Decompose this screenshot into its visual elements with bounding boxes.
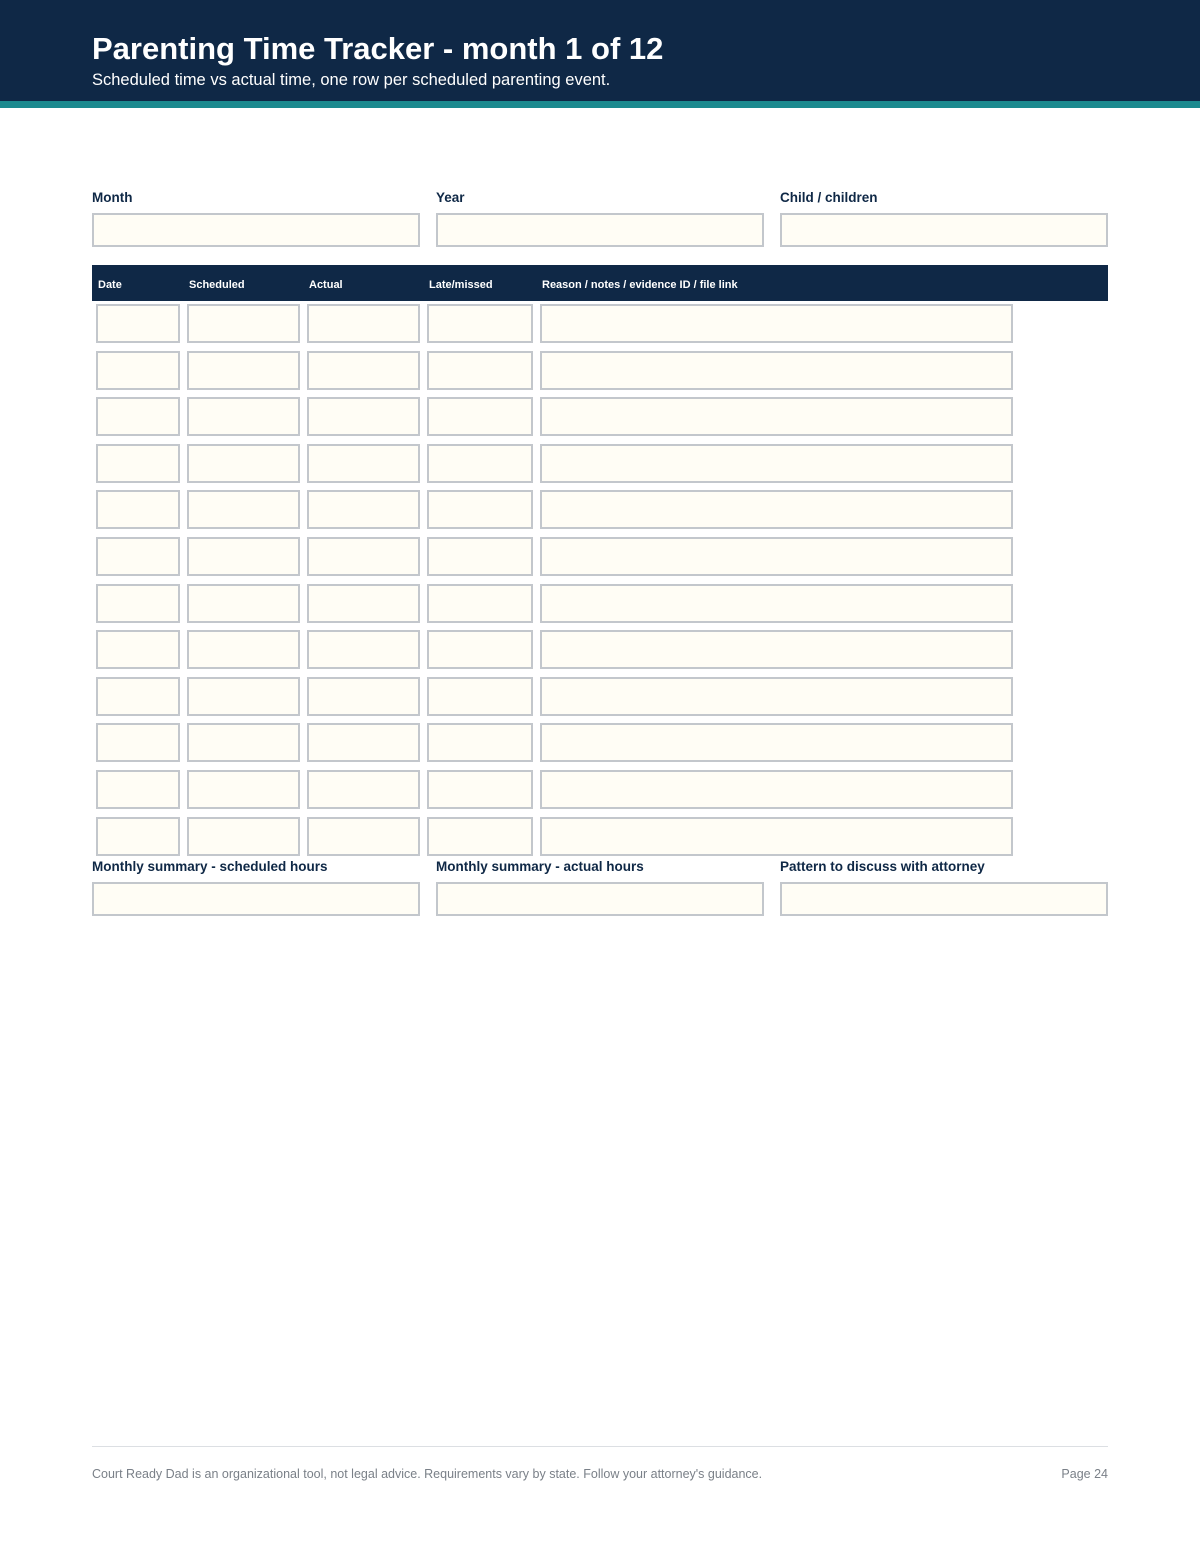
date-cell[interactable] — [96, 351, 180, 390]
reason-notes-cell[interactable] — [540, 351, 1013, 390]
actual-cell[interactable] — [307, 490, 420, 529]
month-field[interactable] — [92, 213, 420, 247]
reason-notes-cell[interactable] — [540, 304, 1013, 343]
reason-notes-cell[interactable] — [540, 397, 1013, 436]
late-missed-cell[interactable] — [427, 584, 533, 623]
late-missed-cell[interactable] — [427, 351, 533, 390]
actual-hours-label: Monthly summary - actual hours — [436, 859, 644, 874]
scheduled-cell[interactable] — [187, 817, 300, 856]
scheduled-hours-label: Monthly summary - scheduled hours — [92, 859, 328, 874]
date-cell[interactable] — [96, 630, 180, 669]
header-banner — [0, 0, 1200, 101]
actual-cell[interactable] — [307, 723, 420, 762]
reason-notes-cell[interactable] — [540, 630, 1013, 669]
column-header-late-missed: Late/missed — [429, 279, 493, 291]
reason-notes-cell[interactable] — [540, 490, 1013, 529]
date-cell[interactable] — [96, 584, 180, 623]
scheduled-cell[interactable] — [187, 537, 300, 576]
scheduled-cell[interactable] — [187, 351, 300, 390]
scheduled-hours-field[interactable] — [92, 882, 420, 916]
scheduled-cell[interactable] — [187, 723, 300, 762]
actual-cell[interactable] — [307, 537, 420, 576]
late-missed-cell[interactable] — [427, 304, 533, 343]
reason-notes-cell[interactable] — [540, 584, 1013, 623]
date-cell[interactable] — [96, 817, 180, 856]
actual-cell[interactable] — [307, 444, 420, 483]
scheduled-cell[interactable] — [187, 490, 300, 529]
late-missed-cell[interactable] — [427, 397, 533, 436]
late-missed-cell[interactable] — [427, 537, 533, 576]
actual-hours-field[interactable] — [436, 882, 764, 916]
column-header-scheduled: Scheduled — [189, 279, 245, 291]
reason-notes-cell[interactable] — [540, 677, 1013, 716]
year-field[interactable] — [436, 213, 764, 247]
reason-notes-cell[interactable] — [540, 537, 1013, 576]
scheduled-cell[interactable] — [187, 584, 300, 623]
column-header-actual: Actual — [309, 279, 343, 291]
late-missed-cell[interactable] — [427, 630, 533, 669]
late-missed-cell[interactable] — [427, 817, 533, 856]
scheduled-cell[interactable] — [187, 444, 300, 483]
reason-notes-cell[interactable] — [540, 770, 1013, 809]
late-missed-cell[interactable] — [427, 723, 533, 762]
late-missed-cell[interactable] — [427, 770, 533, 809]
late-missed-cell[interactable] — [427, 490, 533, 529]
children-field[interactable] — [780, 213, 1108, 247]
column-header-date: Date — [98, 279, 122, 291]
late-missed-cell[interactable] — [427, 677, 533, 716]
actual-cell[interactable] — [307, 770, 420, 809]
actual-cell[interactable] — [307, 817, 420, 856]
scheduled-cell[interactable] — [187, 304, 300, 343]
attorney-pattern-field[interactable] — [780, 882, 1108, 916]
date-cell[interactable] — [96, 490, 180, 529]
attorney-pattern-label: Pattern to discuss with attorney — [780, 859, 985, 874]
actual-cell[interactable] — [307, 397, 420, 436]
late-missed-cell[interactable] — [427, 444, 533, 483]
date-cell[interactable] — [96, 677, 180, 716]
children-label: Child / children — [780, 190, 878, 205]
page-title: Parenting Time Tracker - month 1 of 12 — [92, 31, 664, 66]
scheduled-cell[interactable] — [187, 770, 300, 809]
actual-cell[interactable] — [307, 304, 420, 343]
footer-disclaimer: Court Ready Dad is an organizational tool, not legal advice. Requirements vary by state. Follow your attorney's guidance. — [92, 1467, 763, 1481]
column-header-reason-notes: Reason / notes / evidence ID / file link — [542, 279, 738, 291]
accent-stripe — [0, 101, 1200, 108]
date-cell[interactable] — [96, 397, 180, 436]
actual-cell[interactable] — [307, 630, 420, 669]
scheduled-cell[interactable] — [187, 397, 300, 436]
scheduled-cell[interactable] — [187, 677, 300, 716]
page-subtitle: Scheduled time vs actual time, one row per scheduled parenting event. — [92, 71, 611, 89]
footer-divider — [92, 1446, 1108, 1447]
date-cell[interactable] — [96, 723, 180, 762]
year-label: Year — [436, 190, 465, 205]
date-cell[interactable] — [96, 444, 180, 483]
actual-cell[interactable] — [307, 351, 420, 390]
month-label: Month — [92, 190, 133, 205]
reason-notes-cell[interactable] — [540, 444, 1013, 483]
date-cell[interactable] — [96, 770, 180, 809]
reason-notes-cell[interactable] — [540, 723, 1013, 762]
table-header — [92, 265, 1108, 301]
page-number: Page 24 — [1061, 1467, 1108, 1481]
date-cell[interactable] — [96, 537, 180, 576]
reason-notes-cell[interactable] — [540, 817, 1013, 856]
scheduled-cell[interactable] — [187, 630, 300, 669]
date-cell[interactable] — [96, 304, 180, 343]
actual-cell[interactable] — [307, 677, 420, 716]
actual-cell[interactable] — [307, 584, 420, 623]
